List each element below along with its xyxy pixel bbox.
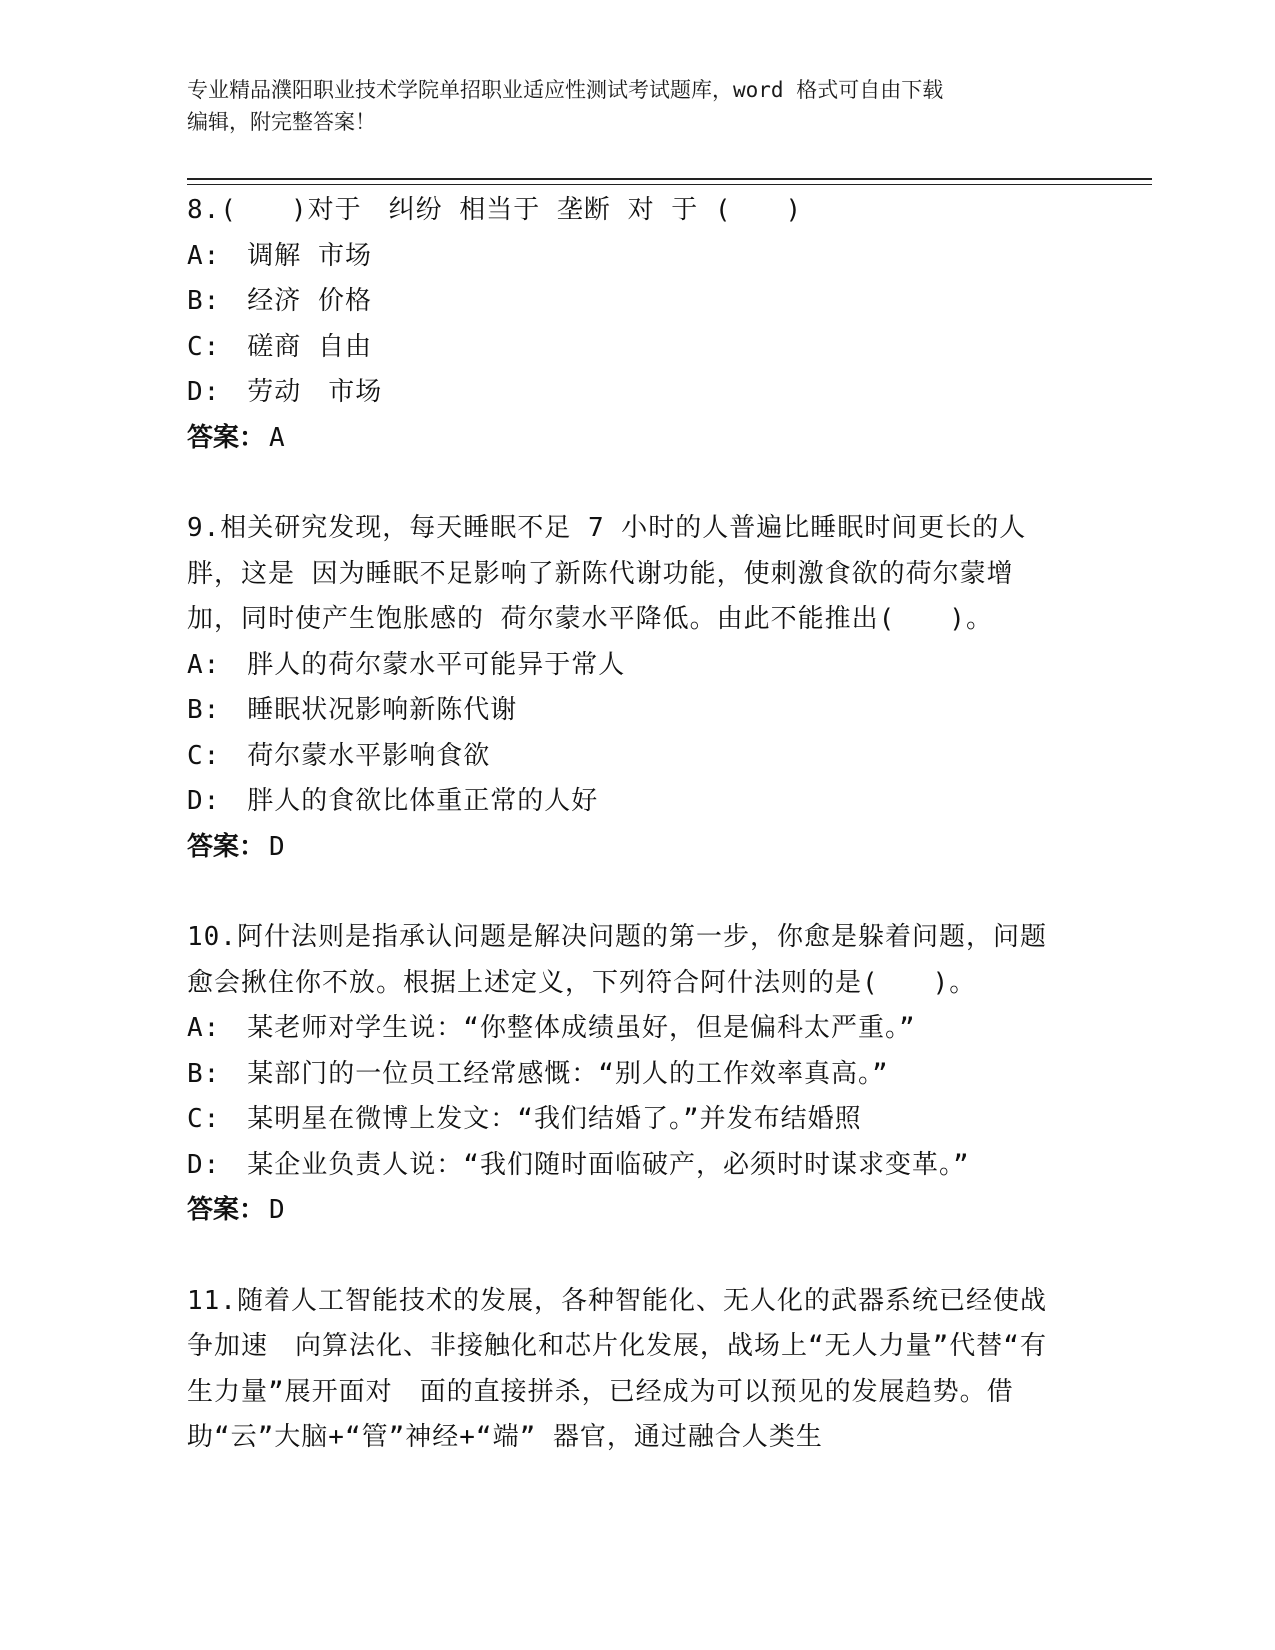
header-line-2: 编辑，附完整答案！: [187, 110, 376, 134]
question-text: 9.相关研究发现，每天睡眠不足 7 小时的人普遍比睡眠时间更长的人胖，这是 因为睡眠不足影响了新陈代谢功能，使刺激食欲的荷尔蒙增加，同时使产生饱胀感的 荷尔蒙水平降低。由此不能推出( )。: [187, 513, 1027, 634]
answer-line: [187, 825, 1067, 871]
answer-value: A: [269, 422, 285, 453]
question-11: [187, 1279, 1067, 1461]
question-list: [187, 188, 1067, 1461]
option-b: B: 经济 价格: [187, 286, 372, 316]
question-10: [187, 915, 1067, 1234]
question-text: 8.( )对于 纠纷 相当于 垄断 对 于 ( ): [187, 195, 803, 225]
question-text: 11.随着人工智能技术的发展，各种智能化、无人化的武器系统已经使战争加速 向算法化、非接触化和芯片化发展，战场上“无人力量”代替“有生力量”展开面对 面的直接拼杀，已经成为可以预见的发展趋势。借助“云”大脑+“管”神经+“端” 器官，通过融合人类生: [187, 1285, 1047, 1452]
question-8: [187, 188, 1067, 461]
option-d: D: 某企业负责人说：“我们随时面临破产，必须时时谋求变革。”: [187, 1149, 970, 1180]
answer-label: 答案：: [187, 1195, 266, 1225]
option-b: B: 睡眠状况影响新陈代谢: [187, 695, 518, 725]
answer-label: 答案：: [187, 422, 266, 453]
answer-line: [187, 1188, 1067, 1234]
option-c: C: 某明星在微博上发文：“我们结婚了。”并发布结婚照: [187, 1104, 862, 1134]
answer-value: D: [269, 831, 285, 862]
question-9: [187, 506, 1067, 870]
option-c: C: 荷尔蒙水平影响食欲: [187, 740, 491, 771]
option-a: A: 某老师对学生说：“你整体成绩虽好，但是偏科太严重。”: [187, 1013, 916, 1043]
answer-value: D: [269, 1195, 285, 1225]
option-d: D: 劳动 市场: [187, 377, 383, 407]
header-divider: [187, 178, 1152, 180]
header-line-1: 专业精品濮阳职业技术学院单招职业适应性测试考试题库，word 格式可自由下载: [187, 78, 944, 102]
option-c: C: 磋商 自由: [187, 331, 372, 362]
document-header: [187, 74, 1067, 138]
header-divider-thin: [187, 184, 1152, 185]
option-d: D: 胖人的食欲比体重正常的人好: [187, 786, 599, 816]
option-b: B: 某部门的一位员工经常感慨：“别人的工作效率真高。”: [187, 1058, 889, 1089]
answer-line: [187, 416, 1067, 462]
question-text: 10.阿什法则是指承认问题是解决问题的第一步，你愈是躲着问题，问题愈会揪住你不放。根据上述定义，下列符合阿什法则的是( )。: [187, 922, 1047, 998]
option-a: A: 胖人的荷尔蒙水平可能异于常人: [187, 649, 626, 680]
answer-label: 答案：: [187, 831, 266, 862]
option-a: A: 调解 市场: [187, 240, 372, 271]
